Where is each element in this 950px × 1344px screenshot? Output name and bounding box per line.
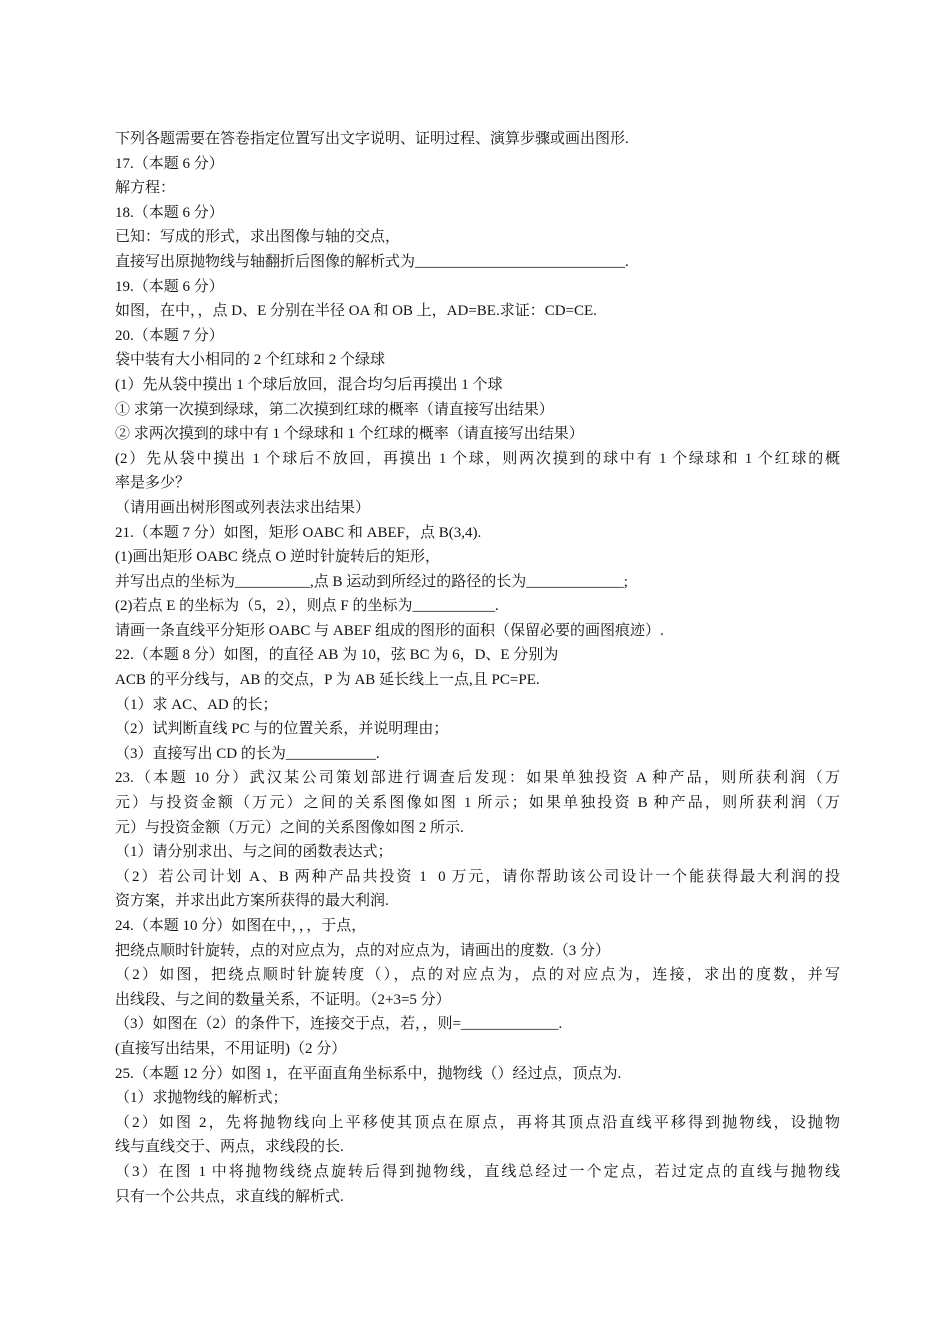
q20-heading: 20.（本题 7 分） [115,327,224,344]
q25-part2-line2: 线与直线交于、两点，求线段的长. [115,1139,344,1156]
q23-part2-line2: 资方案，并求出此方案所获得的最大利润. [115,893,389,910]
q25-heading: 25.（本题 12 分）如图 1，在平面直角坐标系中，抛物线（）经过点，顶点为. [115,1065,622,1082]
q24-part2-line2: 出线段、与之间的数量关系，不证明。（2+3=5 分） [115,991,451,1008]
q20-part2-note: （请用画出树形图或列表法求出结果） [115,499,371,516]
q24-part1: 把绕点顺时针旋转，点的对应点为，点的对应点为，请画出的度数.（3 分） [115,942,611,959]
q20-part1-b: ② 求两次摸到的球中有 1 个绿球和 1 个红球的概率（请直接写出结果） [115,426,584,443]
q24-part3-note: (直接写出结果，不用证明)（2 分） [115,1040,347,1057]
q19-text: 如图，在中，，点 D、E 分别在半径 OA 和 OB 上，AD=BE.求证：CD=CE. [115,303,597,320]
q23-heading: 23.（本题 10 分）武汉某公司策划部进行调查后发现：如果单独投资 A 种产品，则所获利润（万 [115,770,840,787]
q21-part2: (2)若点 E 的坐标为（5，2），则点 F 的坐标为___________. [115,598,499,615]
q23-part2-line1: （2）若公司计划 A、B 两种产品共投资 1 0 万元，请你帮助该公司设计一个能获得最大利润的投 [115,868,840,885]
q20-part1-a: ① 求第一次摸到绿球，第二次摸到红球的概率（请直接写出结果） [115,401,554,418]
q18-heading: 18.（本题 6 分） [115,204,224,221]
q21-part1-line1: (1)画出矩形 OABC 绕点 O 逆时针旋转后的矩形， [115,549,440,566]
q21-part3: 请画一条直线平分矩形 OABC 与 ABEF 组成的图形的面积（保留必要的画图痕迹）. [115,622,664,639]
q20-text-1: 袋中装有大小相同的 2 个红球和 2 个绿球 [115,352,386,369]
q18-text-1: 已知：写成的形式，求出图像与轴的交点， [115,229,401,246]
q19-heading: 19.（本题 6 分） [115,278,224,295]
q20-part2-line1: (2）先从袋中摸出 1 个球后不放回，再摸出 1 个球，则两次摸到的球中有 1 个绿球和 1 个红球的概 [115,450,840,467]
q22-heading: 22.（本题 8 分）如图，的直径 AB 为 10，弦 BC 为 6，D、E 分别为 [115,647,559,664]
q22-text: ACB 的平分线与，AB 的交点，P 为 AB 延长线上一点,且 PC=PE. [115,672,540,689]
q17-heading: 17.（本题 6 分） [115,155,224,172]
q23-text-1: 元）与投资金额（万元）之间的关系图像如图 1 所示；如果单独投资 B 种产品，则所获利润（万 [115,795,840,812]
q24-part2-line1: （2）如图，把绕点顺时针旋转度（），点的对应点为，点的对应点为，连接，求出的度数，并写 [115,967,840,984]
q25-part3-line2: 只有一个公共点，求直线的解析式. [115,1188,344,1205]
q22-part1: （1）求 AC、AD 的长； [115,696,278,713]
q22-part2: （2）试判断直线 PC 与的位置关系，并说明理由； [115,721,449,738]
q24-part3: （3）如图在（2）的条件下，连接交于点，若，，则=_____________. [115,1016,563,1033]
q25-part2-line1: （2）如图 2，先将抛物线向上平移使其顶点在原点，再将其顶点沿直线平移得到抛物线，设抛物 [115,1114,840,1131]
q18-text-2: 直接写出原抛物线与轴翻折后图像的解析式为____________________________. [115,253,629,270]
q23-part1: （1）请分别求出、与之间的函数表达式； [115,844,393,861]
q17-text: 解方程： [115,180,176,197]
q21-part1-line2: 并写出点的坐标为__________,点 B 运动到所经过的路径的长为_____________; [115,573,628,590]
q25-part3-line1: （3）在图 1 中将抛物线绕点旋转后得到抛物线，直线总经过一个定点，若过定点的直线与抛物线 [115,1163,840,1180]
q23-text-2: 元）与投资金额（万元）之间的关系图像如图 2 所示. [115,819,464,836]
q24-heading: 24.（本题 10 分）如图在中，，，于点， [115,918,367,934]
q21-heading: 21.（本题 7 分）如图，矩形 OABC 和 ABEF，点 B(3,4). [115,524,482,541]
instruction-line: 下列各题需要在答卷指定位置写出文字说明、证明过程、演算步骤或画出图形. [115,131,629,147]
q22-part3: （3）直接写出 CD 的长为____________. [115,745,380,762]
q20-part1: (1）先从袋中摸出 1 个球后放回，混合均匀后再摸出 1 个球 [115,376,503,393]
q20-part2-line2: 率是多少？ [115,475,191,492]
q25-part1: （1）求抛物线的解析式； [115,1090,288,1107]
document-page [115,127,840,1209]
